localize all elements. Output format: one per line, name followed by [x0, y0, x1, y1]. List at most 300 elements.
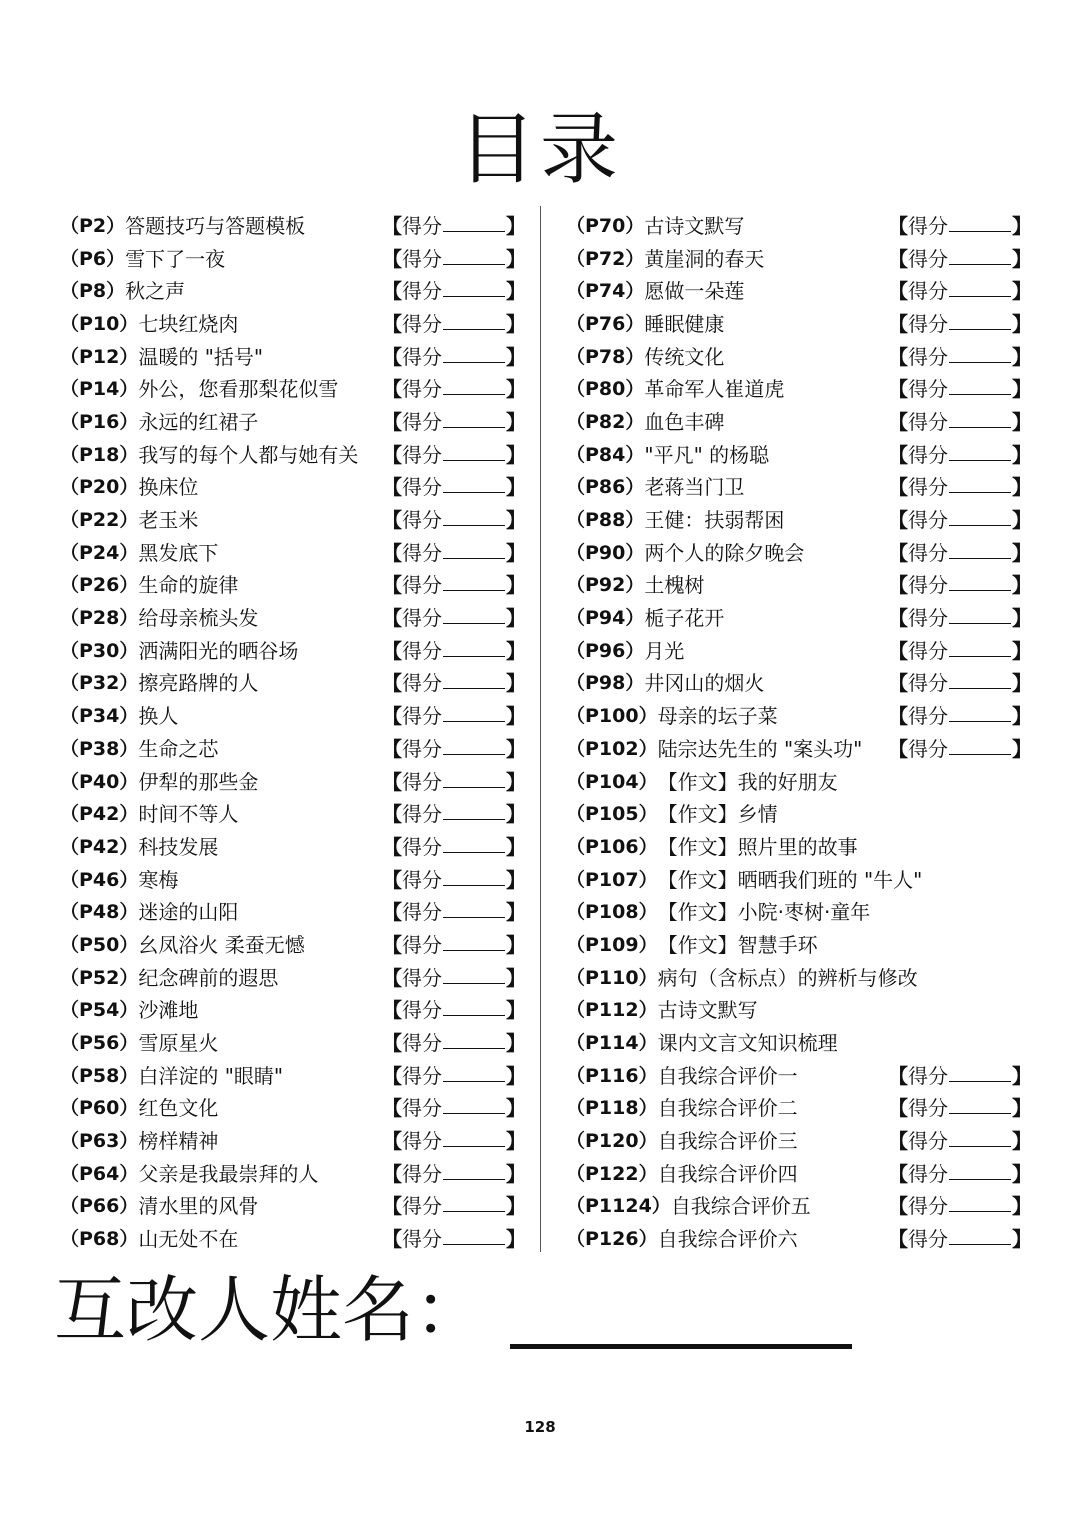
score-label: 得分 [402, 1161, 442, 1186]
score-label: 得分 [402, 540, 442, 565]
bracket-open: 【 [382, 1031, 402, 1056]
toc-entry [60, 1091, 530, 1124]
score-blank[interactable] [443, 309, 505, 330]
bracket-open: 【 [888, 442, 908, 467]
toc-page-ref: （P26） [60, 574, 139, 597]
score-blank[interactable] [949, 211, 1011, 232]
bracket-open: 【 [382, 834, 402, 859]
toc-page-ref: （P68） [60, 1228, 139, 1251]
bracket-open: 【 [382, 344, 402, 369]
toc-page-ref: （P116） [566, 1064, 658, 1087]
bracket-close: 】 [1012, 540, 1032, 565]
score-field[interactable] [382, 273, 526, 306]
toc-page-ref: （P70） [566, 214, 645, 237]
toc-page-ref: （P76） [566, 312, 645, 335]
toc-entry [566, 1058, 1036, 1091]
score-blank[interactable] [443, 342, 505, 363]
score-label: 得分 [402, 1063, 442, 1088]
toc-entry-title: 白洋淀的 "眼睛" [138, 1063, 284, 1088]
toc-entry [60, 1123, 530, 1156]
bracket-open: 【 [382, 1096, 402, 1121]
toc-entry-title: 陆宗达先生的 "案头功" [657, 736, 863, 761]
score-blank[interactable] [443, 1028, 505, 1049]
bracket-open: 【 [382, 508, 402, 533]
bracket-open: 【 [382, 279, 402, 304]
score-field[interactable] [382, 829, 526, 862]
score-blank[interactable] [949, 570, 1011, 591]
score-blank[interactable] [949, 342, 1011, 363]
score-field[interactable] [382, 371, 526, 404]
bracket-close: 】 [506, 540, 526, 565]
score-field[interactable] [382, 208, 526, 241]
score-field[interactable] [888, 1091, 1032, 1124]
toc-page-ref: （P50） [60, 933, 139, 956]
score-blank[interactable] [443, 701, 505, 722]
toc-entry [60, 208, 530, 241]
score-field[interactable] [888, 470, 1032, 503]
score-blank[interactable] [443, 832, 505, 853]
score-label: 得分 [402, 213, 442, 238]
bracket-close: 】 [506, 1063, 526, 1088]
score-label: 得分 [402, 671, 442, 696]
score-field[interactable] [382, 339, 526, 372]
score-field[interactable] [382, 600, 526, 633]
toc-entry-title: 擦亮路牌的人 [138, 671, 259, 696]
score-blank[interactable] [443, 897, 505, 918]
toc-entry-title: 雪原星火 [138, 1031, 219, 1056]
score-label: 得分 [402, 606, 442, 631]
toc-entry [566, 208, 1036, 241]
toc-entry [566, 1156, 1036, 1189]
toc-entry [60, 894, 530, 927]
toc-entry [566, 600, 1036, 633]
score-field[interactable] [888, 535, 1032, 568]
toc-page-ref: （P54） [60, 999, 139, 1022]
score-blank[interactable] [949, 668, 1011, 689]
score-label: 得分 [908, 540, 948, 565]
bracket-open: 【 [888, 638, 908, 663]
score-label: 得分 [908, 1227, 948, 1252]
toc-entry [566, 535, 1036, 568]
toc-entry [566, 470, 1036, 503]
score-field[interactable] [888, 1058, 1032, 1091]
bracket-close: 】 [1012, 1096, 1032, 1121]
bracket-close: 】 [506, 1031, 526, 1056]
bracket-close: 】 [506, 606, 526, 631]
bracket-open: 【 [382, 704, 402, 729]
score-field[interactable] [382, 894, 526, 927]
toc-page-ref: （P118） [566, 1097, 658, 1120]
bracket-open: 【 [888, 409, 908, 434]
bracket-open: 【 [382, 377, 402, 402]
bracket-open: 【 [382, 965, 402, 990]
bracket-close: 】 [506, 834, 526, 859]
toc-page-ref: （P58） [60, 1064, 139, 1087]
score-blank[interactable] [443, 865, 505, 886]
toc-entry [60, 1058, 530, 1091]
toc-page-ref: （P60） [60, 1097, 139, 1120]
toc-entry-title: 血色丰碑 [644, 409, 725, 434]
toc-right-column [566, 208, 1036, 1254]
toc-entry-title: 老蒋当门卫 [644, 475, 745, 500]
toc-entry-title: 换人 [138, 704, 179, 729]
toc-entry-title: 愿做一朵莲 [644, 279, 745, 304]
score-blank[interactable] [443, 767, 505, 788]
score-blank[interactable] [949, 1191, 1011, 1212]
toc-entry [60, 731, 530, 764]
score-field[interactable] [382, 960, 526, 993]
score-blank[interactable] [949, 538, 1011, 559]
toc-entry [60, 666, 530, 699]
score-field[interactable] [888, 1221, 1032, 1254]
bracket-close: 】 [506, 998, 526, 1023]
score-blank[interactable] [443, 505, 505, 526]
toc-page-ref: （P42） [60, 835, 139, 858]
toc-entry [566, 698, 1036, 731]
toc-entry-title: 纪念碑前的遐思 [138, 965, 279, 990]
toc-entry-title: 时间不等人 [138, 802, 239, 827]
toc-entry-title: 传统文化 [644, 344, 725, 369]
score-blank[interactable] [949, 734, 1011, 755]
toc-page-ref: （P30） [60, 639, 139, 662]
toc-entry-title: 寒梅 [138, 867, 179, 892]
bracket-open: 【 [888, 508, 908, 533]
toc-page-ref: （P40） [60, 770, 139, 793]
toc-entry-title: 病句（含标点）的辨析与修改 [657, 965, 918, 990]
score-label: 得分 [402, 802, 442, 827]
score-field[interactable] [888, 1156, 1032, 1189]
score-label: 得分 [402, 279, 442, 304]
score-label: 得分 [402, 1227, 442, 1252]
bracket-close: 】 [1012, 213, 1032, 238]
score-label: 得分 [402, 638, 442, 663]
score-blank[interactable] [443, 799, 505, 820]
score-blank[interactable] [443, 603, 505, 624]
score-label: 得分 [908, 704, 948, 729]
score-blank[interactable] [949, 309, 1011, 330]
bracket-open: 【 [888, 1161, 908, 1186]
score-label: 得分 [908, 606, 948, 631]
score-field[interactable] [888, 1189, 1032, 1222]
score-field[interactable] [888, 502, 1032, 535]
toc-page-ref: （P94） [566, 607, 645, 630]
score-label: 得分 [402, 377, 442, 402]
toc-entry-title: 栀子花开 [644, 606, 725, 631]
score-blank[interactable] [443, 211, 505, 232]
bracket-open: 【 [888, 606, 908, 631]
score-field[interactable] [888, 371, 1032, 404]
score-field[interactable] [888, 666, 1032, 699]
score-blank[interactable] [949, 1126, 1011, 1147]
reviewer-name-label: 互改人姓名： [54, 1268, 487, 1352]
score-blank[interactable] [443, 1061, 505, 1082]
score-blank[interactable] [443, 1191, 505, 1212]
score-field[interactable] [888, 241, 1032, 274]
score-blank[interactable] [443, 995, 505, 1016]
score-blank[interactable] [949, 1159, 1011, 1180]
score-label: 得分 [908, 508, 948, 533]
score-blank[interactable] [949, 603, 1011, 624]
toc-entry [60, 1189, 530, 1222]
score-field[interactable] [888, 633, 1032, 666]
score-label: 得分 [908, 344, 948, 369]
bracket-open: 【 [888, 213, 908, 238]
score-field[interactable] [382, 862, 526, 895]
score-field[interactable] [382, 470, 526, 503]
score-label: 得分 [402, 508, 442, 533]
toc-entry [566, 404, 1036, 437]
score-field[interactable] [382, 1025, 526, 1058]
score-label: 得分 [908, 1063, 948, 1088]
score-field[interactable] [382, 502, 526, 535]
score-label: 得分 [908, 213, 948, 238]
toc-entry-title: 【作文】我的好朋友 [657, 769, 838, 794]
score-field[interactable] [888, 731, 1032, 764]
score-blank[interactable] [443, 963, 505, 984]
score-blank[interactable] [443, 930, 505, 951]
score-label: 得分 [402, 736, 442, 761]
toc-entry [566, 894, 1036, 927]
bracket-close: 】 [506, 932, 526, 957]
toc-entry-title: 月光 [644, 638, 685, 663]
bracket-close: 】 [506, 965, 526, 990]
reviewer-name-blank[interactable] [510, 1344, 852, 1349]
toc-entry [566, 437, 1036, 470]
toc-entry [566, 339, 1036, 372]
toc-entry [60, 1156, 530, 1189]
score-blank[interactable] [443, 276, 505, 297]
score-field[interactable] [382, 666, 526, 699]
bracket-open: 【 [382, 606, 402, 631]
toc-entry [60, 502, 530, 535]
score-field[interactable] [382, 568, 526, 601]
toc-entry-title: 母亲的坛子菜 [657, 704, 778, 729]
score-field[interactable] [382, 796, 526, 829]
toc-entry [60, 371, 530, 404]
bracket-close: 】 [506, 867, 526, 892]
score-blank[interactable] [949, 374, 1011, 395]
toc-entry [566, 241, 1036, 274]
score-field[interactable] [382, 764, 526, 797]
score-field[interactable] [382, 633, 526, 666]
score-field[interactable] [382, 1156, 526, 1189]
score-field[interactable] [382, 698, 526, 731]
toc-entry-title: 自我综合评价三 [657, 1129, 798, 1154]
bracket-open: 【 [888, 573, 908, 598]
score-label: 得分 [402, 932, 442, 957]
score-blank[interactable] [443, 440, 505, 461]
toc-page-ref: （P20） [60, 476, 139, 499]
score-field[interactable] [888, 437, 1032, 470]
toc-entry-title: 王健：扶弱帮困 [644, 508, 785, 533]
bracket-close: 】 [1012, 671, 1032, 696]
toc-entry [566, 993, 1036, 1026]
score-blank[interactable] [949, 1061, 1011, 1082]
toc-entry-title: 红色文化 [138, 1096, 219, 1121]
score-blank[interactable] [949, 505, 1011, 526]
score-field[interactable] [382, 731, 526, 764]
score-blank[interactable] [443, 636, 505, 657]
toc-left-column [60, 208, 530, 1254]
toc-entry-title: 雪下了一夜 [125, 246, 226, 271]
toc-entry [60, 698, 530, 731]
score-label: 得分 [402, 442, 442, 467]
score-label: 得分 [908, 671, 948, 696]
bracket-close: 】 [1012, 1227, 1032, 1252]
score-field[interactable] [382, 927, 526, 960]
score-blank[interactable] [443, 374, 505, 395]
score-field[interactable] [382, 1091, 526, 1124]
bracket-close: 】 [506, 475, 526, 500]
bracket-close: 】 [1012, 1129, 1032, 1154]
toc-entry-title: 温暖的 "括号" [138, 344, 264, 369]
toc-entry-title: 【作文】小院·枣树·童年 [657, 900, 871, 925]
toc-entry [566, 1189, 1036, 1222]
bracket-open: 【 [888, 1227, 908, 1252]
score-blank[interactable] [949, 1224, 1011, 1245]
toc-entry-title: 古诗文默写 [657, 998, 758, 1023]
score-field[interactable] [888, 698, 1032, 731]
bracket-close: 】 [1012, 606, 1032, 631]
score-field[interactable] [382, 306, 526, 339]
score-blank[interactable] [443, 1224, 505, 1245]
score-label: 得分 [908, 1096, 948, 1121]
toc-page-ref: （P102） [566, 737, 658, 760]
toc-page-ref: （P38） [60, 737, 139, 760]
score-field[interactable] [382, 241, 526, 274]
score-blank[interactable] [443, 472, 505, 493]
toc-entry [60, 600, 530, 633]
score-blank[interactable] [949, 701, 1011, 722]
score-blank[interactable] [443, 538, 505, 559]
score-field[interactable] [888, 600, 1032, 633]
toc-page-ref: （P34） [60, 705, 139, 728]
score-field[interactable] [382, 1221, 526, 1254]
toc-page-ref: （P86） [566, 476, 645, 499]
bracket-open: 【 [382, 1194, 402, 1219]
score-label: 得分 [908, 638, 948, 663]
bracket-close: 】 [1012, 573, 1032, 598]
score-blank[interactable] [443, 1093, 505, 1114]
toc-page-ref: （P42） [60, 803, 139, 826]
toc-entry-title: 【作文】乡情 [657, 802, 778, 827]
score-label: 得分 [402, 573, 442, 598]
score-label: 得分 [908, 311, 948, 336]
score-field[interactable] [888, 1123, 1032, 1156]
score-field[interactable] [888, 273, 1032, 306]
score-field[interactable] [888, 404, 1032, 437]
toc-page-ref: （P52） [60, 966, 139, 989]
toc-entry-title: 给母亲梳头发 [138, 606, 259, 631]
toc-entry-title: 古诗文默写 [644, 213, 745, 238]
score-field[interactable] [382, 437, 526, 470]
score-blank[interactable] [949, 1093, 1011, 1114]
bracket-open: 【 [382, 900, 402, 925]
bracket-close: 】 [506, 573, 526, 598]
score-field[interactable] [382, 1189, 526, 1222]
score-label: 得分 [908, 1161, 948, 1186]
toc-page-ref: （P16） [60, 410, 139, 433]
score-field[interactable] [888, 339, 1032, 372]
bracket-open: 【 [382, 442, 402, 467]
score-blank[interactable] [443, 244, 505, 265]
score-blank[interactable] [949, 472, 1011, 493]
score-blank[interactable] [443, 734, 505, 755]
score-field[interactable] [382, 404, 526, 437]
score-blank[interactable] [949, 276, 1011, 297]
score-field[interactable] [888, 306, 1032, 339]
score-blank[interactable] [443, 668, 505, 689]
toc-entry-title: 七块红烧肉 [138, 311, 239, 336]
score-field[interactable] [382, 535, 526, 568]
score-blank[interactable] [443, 1159, 505, 1180]
bracket-open: 【 [888, 671, 908, 696]
score-blank[interactable] [949, 244, 1011, 265]
bracket-open: 【 [382, 1063, 402, 1088]
score-label: 得分 [402, 475, 442, 500]
score-blank[interactable] [443, 570, 505, 591]
bracket-open: 【 [382, 573, 402, 598]
toc-entry [566, 371, 1036, 404]
bracket-close: 】 [1012, 442, 1032, 467]
score-blank[interactable] [949, 636, 1011, 657]
toc-page-ref: （P112） [566, 999, 658, 1022]
bracket-close: 】 [506, 508, 526, 533]
toc-page-ref: （P106） [566, 835, 658, 858]
toc-page-ref: （P63） [60, 1130, 139, 1153]
toc-entry [60, 993, 530, 1026]
toc-page-ref: （P18） [60, 443, 139, 466]
toc-entry-title: 沙滩地 [138, 998, 199, 1023]
toc-page-ref: （P100） [566, 705, 658, 728]
toc-entry-title: 革命军人崔道虎 [644, 377, 785, 402]
score-field[interactable] [382, 1058, 526, 1091]
toc-entry-title: 我写的每个人都与她有关 [138, 442, 359, 467]
toc-entry-title: 井冈山的烟火 [644, 671, 765, 696]
toc-entry-title: 两个人的除夕晚会 [644, 540, 805, 565]
toc-entry [566, 764, 1036, 797]
score-blank[interactable] [443, 407, 505, 428]
bracket-open: 【 [888, 377, 908, 402]
toc-entry [566, 273, 1036, 306]
score-label: 得分 [402, 1096, 442, 1121]
bracket-open: 【 [888, 704, 908, 729]
score-field[interactable] [382, 1123, 526, 1156]
score-label: 得分 [402, 834, 442, 859]
toc-entry-title: 永远的红裙子 [138, 409, 259, 434]
toc-entry-title: 迷途的山阳 [138, 900, 239, 925]
toc-entry [60, 470, 530, 503]
score-blank[interactable] [949, 440, 1011, 461]
toc-entry-title: 生命之芯 [138, 736, 219, 761]
score-field[interactable] [888, 568, 1032, 601]
score-label: 得分 [908, 246, 948, 271]
toc-entry-title: 【作文】智慧手环 [657, 932, 818, 957]
score-field[interactable] [888, 208, 1032, 241]
bracket-open: 【 [888, 1063, 908, 1088]
toc-entry-title: 自我综合评价四 [657, 1161, 798, 1186]
toc-page-ref: （P8） [60, 280, 126, 303]
score-field[interactable] [382, 993, 526, 1026]
toc-entry-title: 课内文言文知识梳理 [657, 1031, 838, 1056]
toc-entry [566, 862, 1036, 895]
bracket-open: 【 [382, 1161, 402, 1186]
score-blank[interactable] [443, 1126, 505, 1147]
score-blank[interactable] [949, 407, 1011, 428]
bracket-open: 【 [888, 1096, 908, 1121]
toc-page-ref: （P82） [566, 410, 645, 433]
toc-entry [566, 306, 1036, 339]
